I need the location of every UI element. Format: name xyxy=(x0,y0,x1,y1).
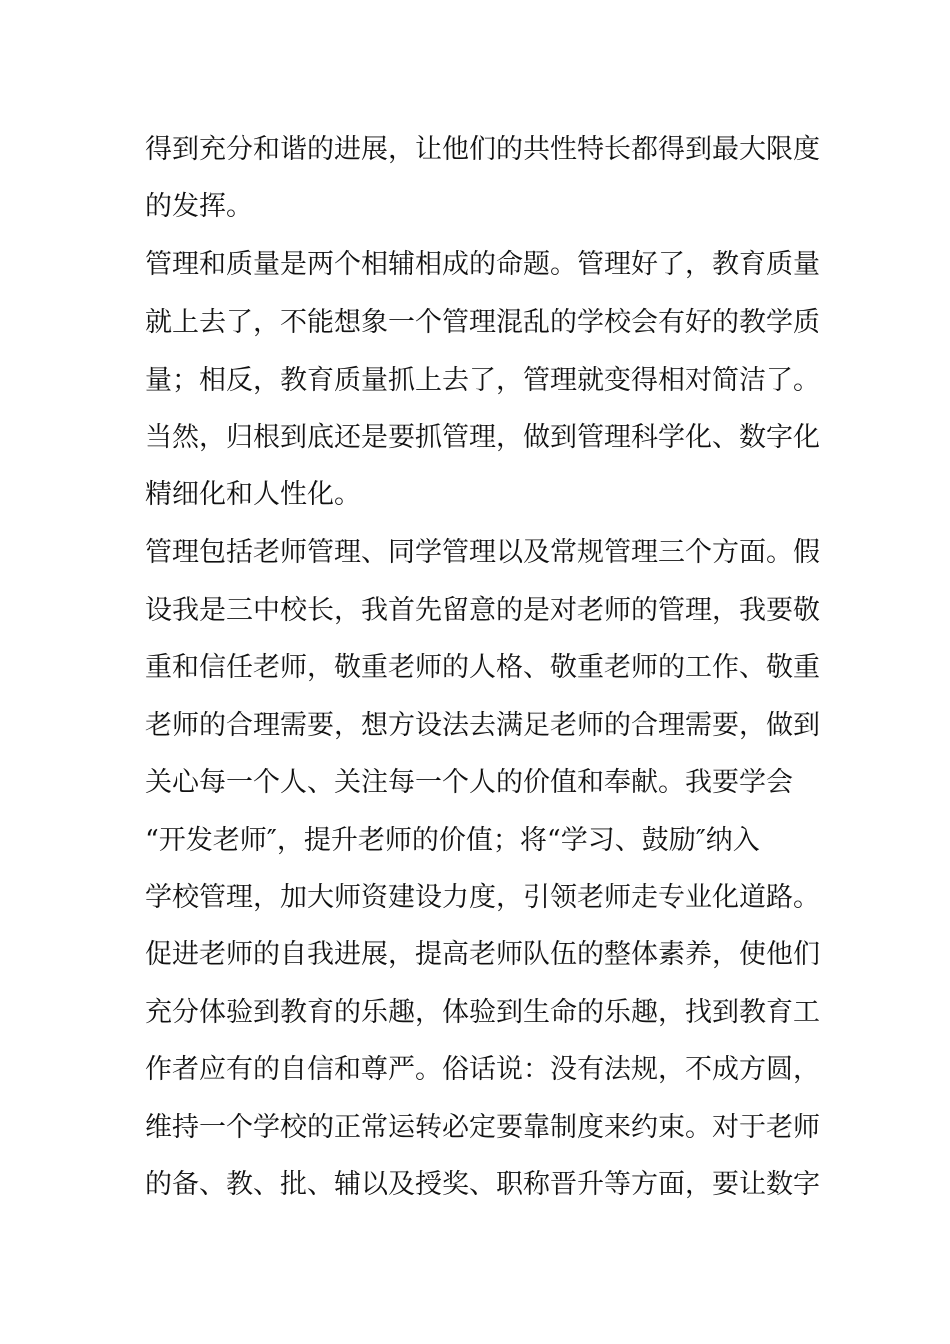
text-line: 管理和质量是两个相辅相成的命题。管理好了，教育质量 xyxy=(145,249,820,280)
text-line: 得到充分和谐的进展，让他们的共性特长都得到最大限度 xyxy=(145,134,820,165)
text-line: 促进老师的自我进展，提高老师队伍的整体素养，使他们 xyxy=(145,939,820,970)
text-line: “开发老师″，提升老师的价值；将“学习、鼓励″纳入 xyxy=(145,825,760,856)
text-line: 设我是三中校长，我首先留意的是对老师的管理，我要敬 xyxy=(145,595,820,626)
text-line: 的备、教、批、辅以及授奖、职称晋升等方面，要让数字 xyxy=(145,1169,820,1200)
text-line: 管理包括老师管理、同学管理以及常规管理三个方面。假 xyxy=(145,537,820,568)
text-line: 量；相反，教育质量抓上去了，管理就变得相对简洁了。 xyxy=(145,365,820,396)
text-line: 的发挥。 xyxy=(145,191,253,222)
text-line: 关心每一个人、关注每一个人的价值和奉献。我要学会 xyxy=(145,767,793,798)
text-line: 作者应有的自信和尊严。俗话说：没有法规，不成方圆， xyxy=(145,1054,820,1085)
text-line: 精细化和人性化。 xyxy=(145,479,361,510)
text-line: 充分体验到教育的乐趣，体验到生命的乐趣，找到教育工 xyxy=(145,997,820,1028)
text-line: 重和信任老师，敬重老师的人格、敬重老师的工作、敬重 xyxy=(145,652,820,683)
text-line: 就上去了，不能想象一个管理混乱的学校会有好的教学质 xyxy=(145,307,820,338)
text-line: 维持一个学校的正常运转必定要靠制度来约束。对于老师 xyxy=(145,1112,820,1143)
text-line: 老师的合理需要，想方设法去满足老师的合理需要，做到 xyxy=(145,710,820,741)
text-line: 学校管理，加大师资建设力度，引领老师走专业化道路。 xyxy=(145,882,820,913)
text-line: 当然，归根到底还是要抓管理，做到管理科学化、数字化 xyxy=(145,422,820,453)
